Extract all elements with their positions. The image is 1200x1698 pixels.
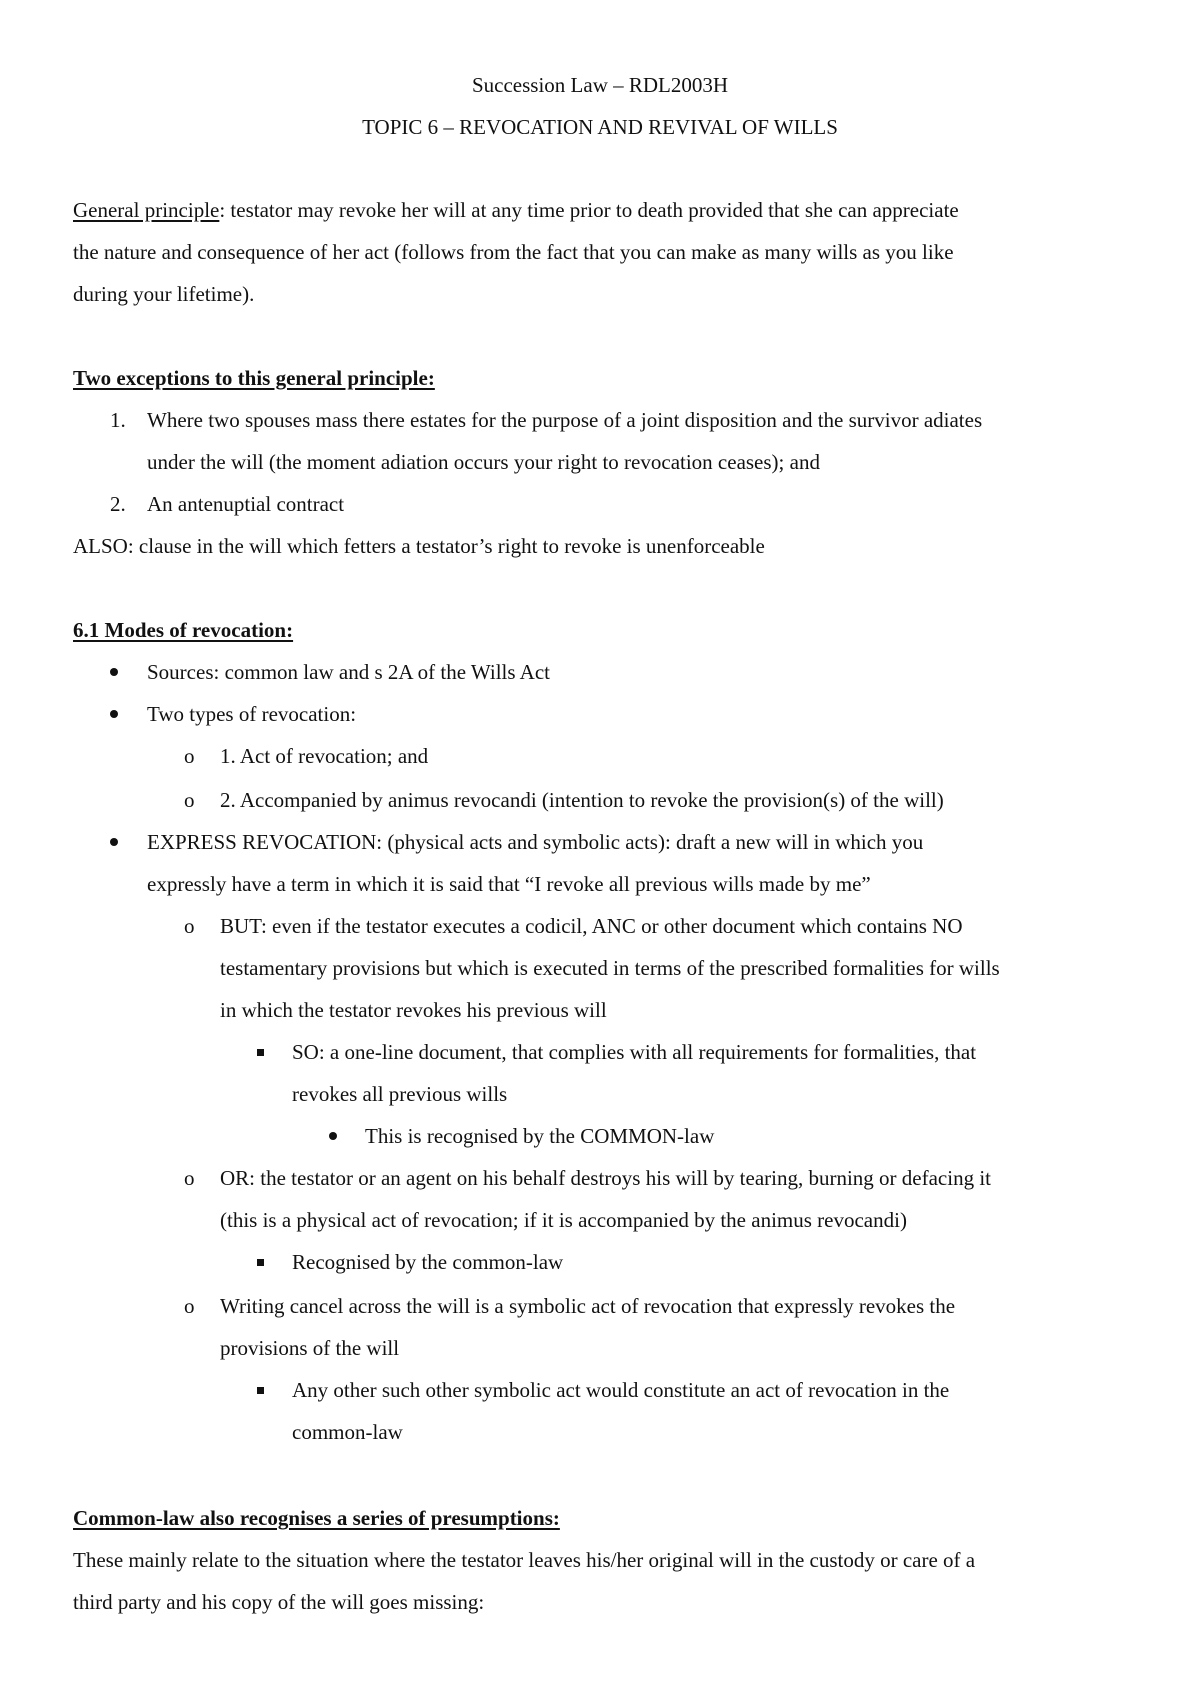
presumptions-line-2: third party and his copy of the will goes missing: bbox=[73, 1590, 485, 1614]
general-principle-line-3: during your lifetime). bbox=[73, 282, 255, 306]
general-principle-label: General principle bbox=[73, 198, 220, 222]
square-bullet-icon bbox=[257, 1259, 264, 1266]
sources-item: Sources: common law and s 2A of the Wills Act bbox=[147, 660, 550, 684]
circle-bullet-icon: o bbox=[184, 1166, 195, 1190]
express-revocation-line-2: expressly have a term in which it is said that “I revoke all previous wills made by me” bbox=[147, 872, 871, 896]
bullet-dot-icon bbox=[110, 838, 118, 846]
exception-1-line-1: Where two spouses mass there estates for the purpose of a joint disposition and the survivor adiates bbox=[147, 408, 983, 432]
or-item-line-1: OR: the testator or an agent on his behalf destroys his will by tearing, burning or defacing it bbox=[220, 1166, 991, 1190]
express-revocation-line-1: EXPRESS REVOCATION: (physical acts and symbolic acts): draft a new will in which you bbox=[147, 830, 924, 854]
any-other-item-line-2: common-law bbox=[292, 1420, 403, 1444]
type-1-item: 1. Act of revocation; and bbox=[220, 744, 429, 768]
or-recognised-item: Recognised by the common-law bbox=[292, 1250, 564, 1274]
circle-bullet-icon: o bbox=[184, 1294, 195, 1318]
writing-item-line-1: Writing cancel across the will is a symbolic act of revocation that expressly revokes the bbox=[220, 1294, 956, 1318]
exception-2-number: 2. bbox=[110, 492, 126, 516]
exception-1-number: 1. bbox=[110, 408, 126, 432]
circle-bullet-icon: o bbox=[184, 914, 195, 938]
square-bullet-icon bbox=[257, 1387, 264, 1394]
circle-bullet-icon: o bbox=[184, 744, 195, 768]
any-other-item-line-1: Any other such other symbolic act would constitute an act of revocation in the bbox=[292, 1378, 950, 1402]
two-types-item: Two types of revocation: bbox=[147, 702, 357, 726]
but-item-line-3: in which the testator revokes his previous will bbox=[220, 998, 607, 1022]
square-bullet-icon bbox=[257, 1049, 264, 1056]
exception-1-line-2: under the will (the moment adiation occurs your right to revocation ceases); and bbox=[147, 450, 820, 474]
or-item-line-2: (this is a physical act of revocation; if it is accompanied by the animus revocandi) bbox=[220, 1208, 907, 1232]
bullet-dot-icon bbox=[110, 668, 118, 676]
type-2-item: 2. Accompanied by animus revocandi (intention to revoke the provision(s) of the will) bbox=[220, 788, 944, 812]
bullet-dot-icon bbox=[329, 1132, 337, 1140]
so-item-line-1: SO: a one-line document, that complies with all requirements for formalities, that bbox=[292, 1040, 977, 1064]
bullet-dot-icon bbox=[110, 710, 118, 718]
also-note: ALSO: clause in the will which fetters a testator’s right to revoke is unenforceable bbox=[73, 534, 765, 558]
general-principle-line-2: the nature and consequence of her act (follows from the fact that you can make as many wills as you like bbox=[73, 240, 954, 264]
general-principle-text: : testator may revoke her will at any time prior to death provided that she can appreciate bbox=[219, 198, 959, 222]
but-item-line-2: testamentary provisions but which is executed in terms of the prescribed formalities for wills bbox=[220, 956, 1000, 980]
modes-heading: 6.1 Modes of revocation: bbox=[73, 618, 294, 642]
so-recognised-item: This is recognised by the COMMON-law bbox=[365, 1124, 715, 1148]
circle-bullet-icon: o bbox=[184, 788, 195, 812]
but-item-line-1: BUT: even if the testator executes a codicil, ANC or other document which contains NO bbox=[220, 914, 963, 938]
writing-item-line-2: provisions of the will bbox=[220, 1336, 400, 1360]
exceptions-heading: Two exceptions to this general principle: bbox=[73, 366, 435, 390]
topic-title: TOPIC 6 – REVOCATION AND REVIVAL OF WILLS bbox=[362, 115, 838, 139]
presumptions-line-1: These mainly relate to the situation where the testator leaves his/her original will in the custody or care of a bbox=[73, 1548, 976, 1572]
general-principle-line-1 bbox=[73, 200, 959, 221]
exception-2-line-1: An antenuptial contract bbox=[147, 492, 345, 516]
so-item-line-2: revokes all previous wills bbox=[292, 1082, 508, 1106]
course-title: Succession Law – RDL2003H bbox=[471, 73, 729, 97]
presumptions-heading: Common-law also recognises a series of presumptions: bbox=[73, 1506, 560, 1530]
